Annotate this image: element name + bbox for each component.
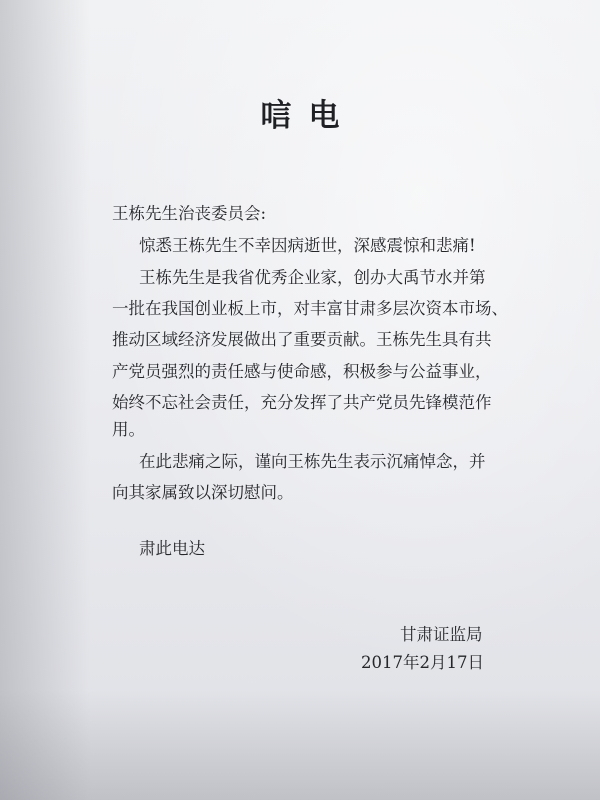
- document-date: 2017年2月17日: [361, 653, 484, 672]
- body-line: 王栋先生是我省优秀企业家，创办大禹节水并第: [139, 268, 486, 287]
- body-line: 向其家属致以深切慰问。: [112, 483, 294, 502]
- document-title: 唁电: [260, 98, 357, 134]
- page-shadow-bottom: [0, 690, 600, 800]
- closing-phrase: 肃此电达: [139, 539, 205, 558]
- body-line: 产党员强烈的责任感与使命感，积极参与公益事业，: [112, 362, 492, 381]
- body-line: 推动区域经济发展做出了重要贡献。王栋先生具有共: [112, 330, 492, 349]
- body-line: 惊悉王栋先生不幸因病逝世，深感震惊和悲痛!: [139, 236, 476, 255]
- body-line: 始终不忘社会责任，充分发挥了共产党员先锋模范作: [112, 393, 492, 412]
- sender-name: 甘肃证监局: [400, 625, 483, 644]
- body-line: 在此悲痛之际，谨向王栋先生表示沉痛悼念，并: [139, 452, 486, 471]
- body-line: 一批在我国创业板上市，对丰富甘肃多层次资本市场、: [112, 299, 508, 318]
- body-line: 用。: [112, 420, 145, 439]
- salutation: 王栋先生治丧委员会:: [112, 204, 267, 223]
